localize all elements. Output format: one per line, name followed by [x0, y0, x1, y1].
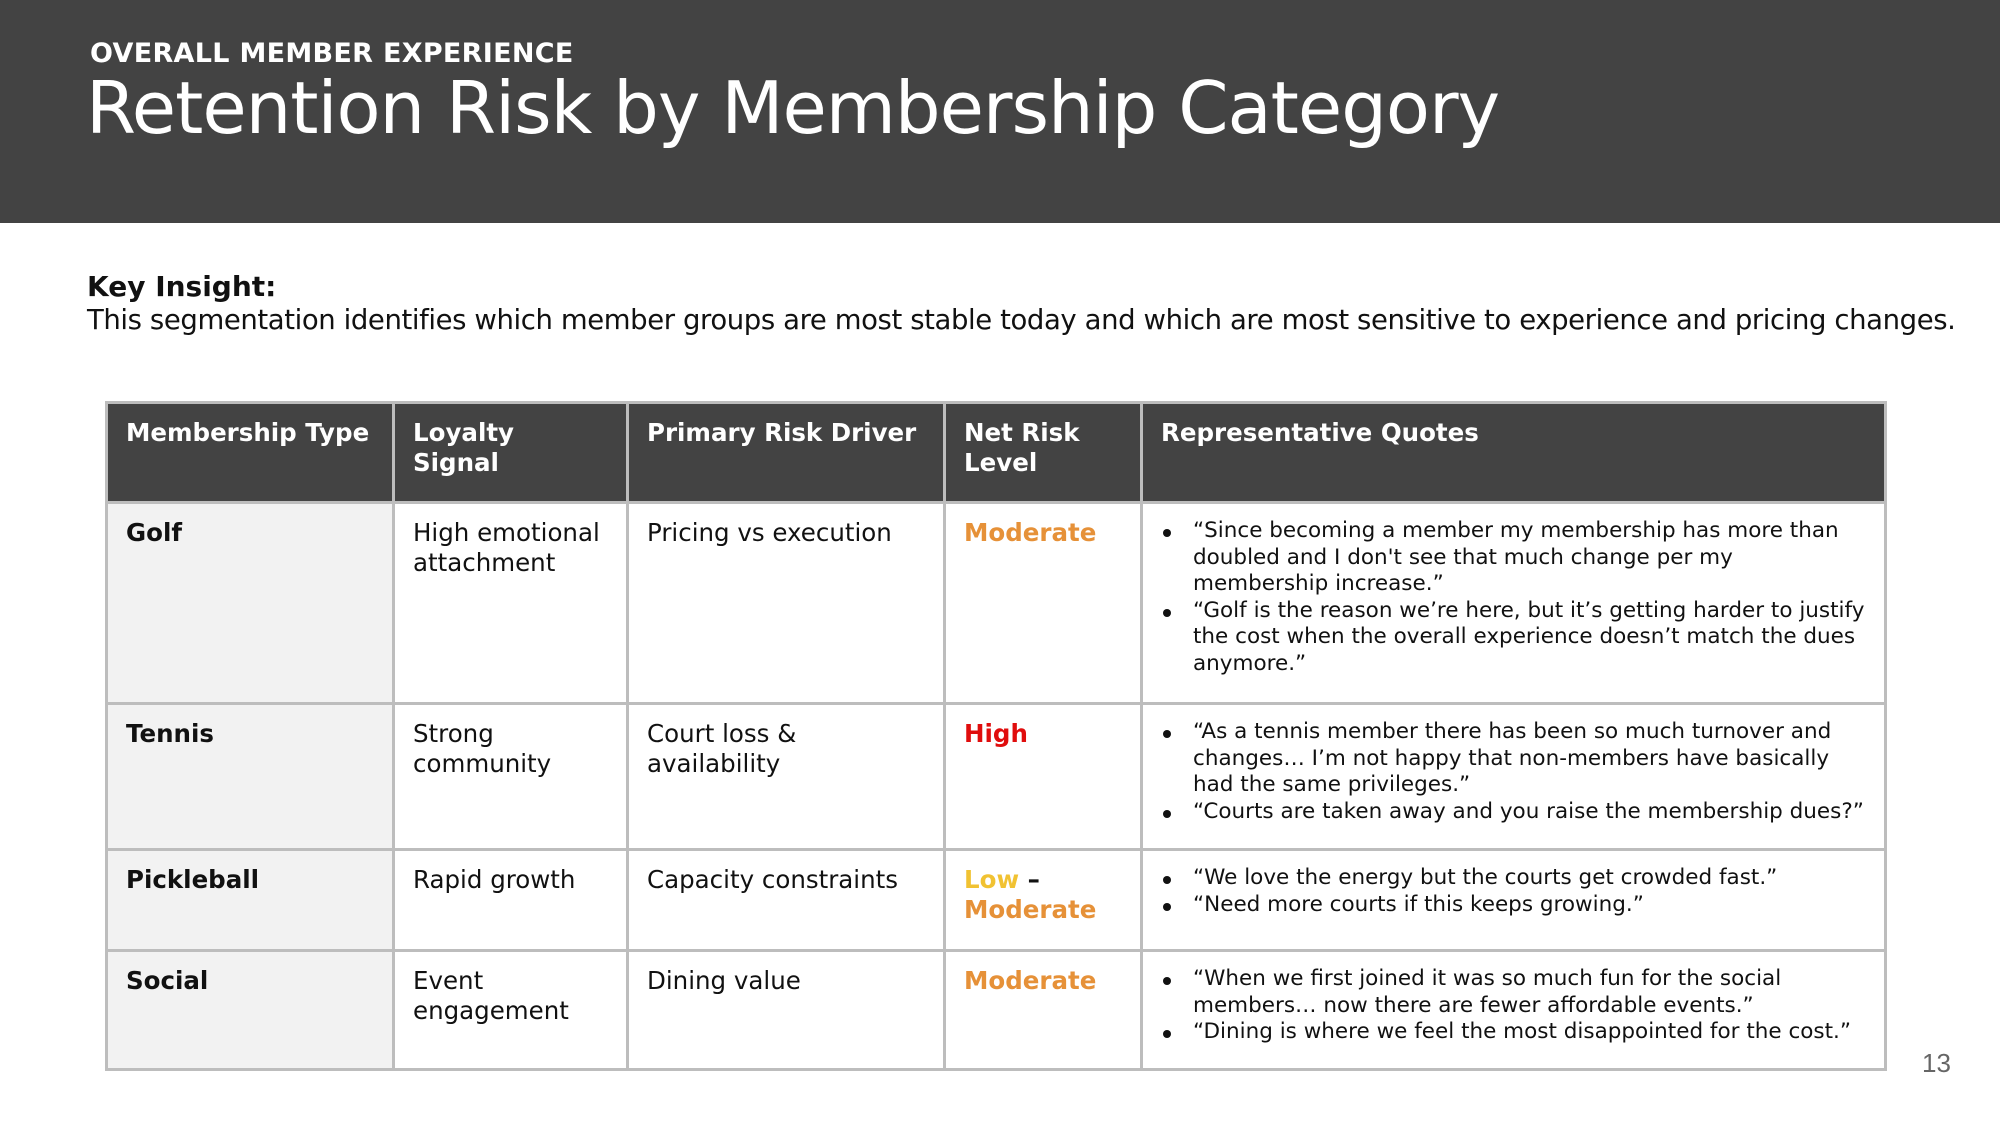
quote-text: “Golf is the reason we’re here, but it’s getting harder to justify the cost when the overall experience doesn’t match the dues anymore.” — [1193, 597, 1865, 676]
quote-item — [1161, 719, 1866, 799]
quote-item — [1161, 598, 1866, 678]
table-row — [107, 850, 1886, 951]
quote-item — [1161, 518, 1866, 598]
bullet-icon — [1163, 903, 1171, 911]
table-row — [107, 704, 1886, 850]
risk-driver-cell: Capacity constraints — [628, 850, 945, 951]
page-number: 13 — [1922, 1048, 1951, 1078]
quote-list — [1161, 719, 1866, 825]
bullet-icon — [1163, 529, 1171, 537]
risk-level-label: Moderate — [964, 966, 1097, 995]
header-primary-risk-driver: Primary Risk Driver — [628, 403, 945, 503]
key-insight-label: Key Insight: — [87, 270, 277, 303]
loyalty-signal-cell: Strong community — [394, 704, 628, 850]
header-representative-quotes: Representative Quotes — [1142, 403, 1886, 503]
quote-text: “Since becoming a member my membership has more than doubled and I don't see that much change per my membership increase.” — [1193, 518, 1839, 596]
header-membership-type: Membership Type — [107, 403, 394, 503]
quote-item — [1161, 1019, 1866, 1046]
quote-item — [1161, 865, 1866, 892]
retention-risk-table — [105, 401, 1887, 1071]
risk-driver-cell: Court loss & availability — [628, 704, 945, 850]
net-risk-cell — [945, 850, 1142, 951]
header-net-risk-level: Net Risk Level — [945, 403, 1142, 503]
table-row — [107, 951, 1886, 1070]
quote-item — [1161, 799, 1866, 826]
risk-level-label: High — [964, 719, 1028, 748]
key-insight-text: This segmentation identifies which member groups are most stable today and which are most sensitive to experience and pricing changes. — [87, 304, 1956, 336]
bullet-icon — [1163, 1030, 1171, 1038]
quote-list — [1161, 966, 1866, 1046]
quote-text: “As a tennis member there has been so much turnover and changes… I’m not happy that non-members have basically had the same privileges.” — [1193, 719, 1832, 797]
quote-text: “We love the energy but the courts get crowded fast.” — [1193, 865, 1778, 890]
quote-text: “Dining is where we feel the most disappointed for the cost.” — [1193, 1019, 1852, 1044]
loyalty-signal-cell: High emotional attachment — [394, 503, 628, 704]
quote-text: “Need more courts if this keeps growing.” — [1193, 891, 1644, 917]
section-eyebrow: OVERALL MEMBER EXPERIENCE — [90, 38, 574, 69]
loyalty-signal-cell: Event engagement — [394, 951, 628, 1070]
net-risk-cell — [945, 503, 1142, 704]
quotes-cell — [1142, 704, 1886, 850]
quotes-cell — [1142, 850, 1886, 951]
membership-type-cell: Tennis — [107, 704, 394, 850]
bullet-icon — [1163, 609, 1171, 617]
table-row — [107, 503, 1886, 704]
risk-driver-cell: Pricing vs execution — [628, 503, 945, 704]
quote-item — [1161, 892, 1866, 919]
quote-text: “Courts are taken away and you raise the membership dues?” — [1193, 798, 1864, 824]
quote-item — [1161, 966, 1866, 1019]
quote-list — [1161, 518, 1866, 677]
membership-type-cell: Social — [107, 951, 394, 1070]
membership-type-cell: Golf — [107, 503, 394, 704]
bullet-icon — [1163, 730, 1171, 738]
risk-driver-cell: Dining value — [628, 951, 945, 1070]
slide-header — [0, 0, 2000, 223]
header-loyalty-signal: Loyalty Signal — [394, 403, 628, 503]
quote-text: “When we first joined it was so much fun for the social members… now there are fewer affordable events.” — [1193, 966, 1782, 1018]
risk-level-label: Moderate — [964, 518, 1097, 547]
membership-type-cell: Pickleball — [107, 850, 394, 951]
risk-level-low: Low — [964, 865, 1020, 894]
risk-separator: – — [1019, 865, 1040, 894]
bullet-icon — [1163, 876, 1171, 884]
quote-list — [1161, 865, 1866, 918]
quotes-cell — [1142, 503, 1886, 704]
risk-level-moderate: Moderate — [964, 895, 1097, 924]
page-title: Retention Risk by Membership Category — [86, 66, 1500, 150]
bullet-icon — [1163, 977, 1171, 985]
bullet-icon — [1163, 810, 1171, 818]
loyalty-signal-cell: Rapid growth — [394, 850, 628, 951]
net-risk-cell — [945, 704, 1142, 850]
net-risk-cell — [945, 951, 1142, 1070]
quotes-cell — [1142, 951, 1886, 1070]
table-header-row — [107, 403, 1886, 503]
